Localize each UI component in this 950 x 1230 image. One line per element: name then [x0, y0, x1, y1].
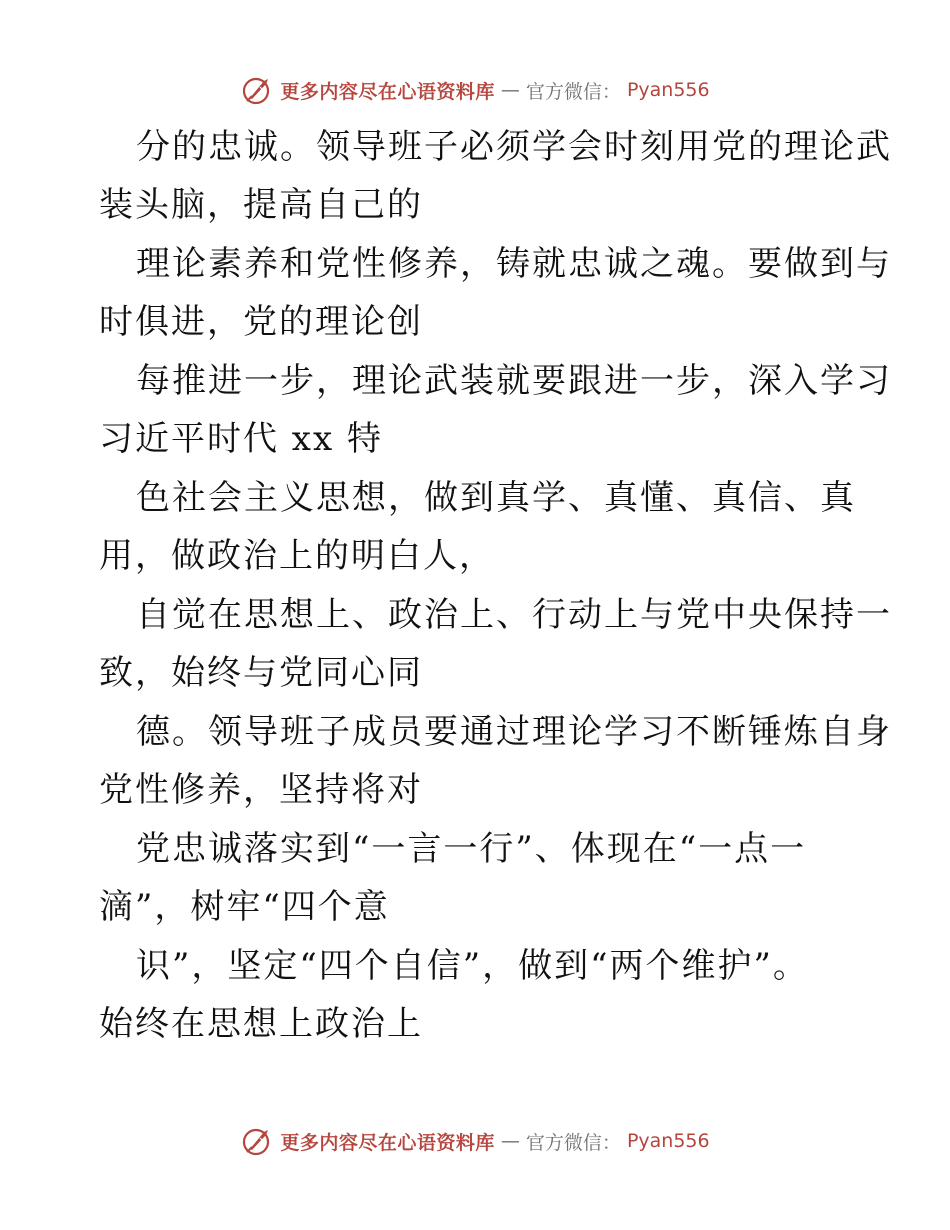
text-line: 致，始终与党同心同: [99, 653, 423, 693]
text-line: 理论素养和党性修养，铸就忠诚之魂。要做到与: [136, 244, 892, 284]
footer-watermark: [0, 1121, 950, 1161]
watermark-wechat-label: 官方微信：: [525, 1131, 621, 1154]
text-line: 习近平时代 xx 特: [99, 419, 383, 459]
text-line: 分的忠诚。领导班子必须学会时刻用党的理论武: [136, 127, 892, 167]
text-line: 党忠诚落实到“一言一行”、体现在“一点一: [136, 829, 807, 869]
watermark-site-text: 更多内容尽在心语资料库: [280, 1131, 495, 1154]
text-line: 识”，坚定“四个自信”，做到“两个维护”。: [136, 946, 809, 986]
watermark-site-text: 更多内容尽在心语资料库: [280, 80, 495, 103]
quill-pen-logo-icon: [240, 73, 274, 107]
text-line: 装头脑，提高自己的: [99, 185, 423, 225]
text-line: 色社会主义思想，做到真学、真懂、真信、真: [136, 478, 856, 518]
text-line: 每推进一步，理论武装就要跟进一步，深入学习: [136, 361, 892, 401]
watermark-dash: —: [500, 79, 520, 101]
text-line: 党性修养，坚持将对: [99, 770, 423, 810]
watermark-group: [240, 1124, 709, 1158]
text-line: 用，做政治上的明白人，: [99, 536, 495, 576]
watermark-wechat-id: Pyan556: [626, 1130, 710, 1152]
text-line: 始终在思想上政治上: [99, 1004, 423, 1044]
text-line: 时俱进，党的理论创: [99, 302, 423, 342]
watermark-wechat-label: 官方微信：: [525, 80, 621, 103]
text-line: 滴”，树牢“四个意: [99, 887, 390, 927]
text-line: 德。领导班子成员要通过理论学习不断锤炼自身: [136, 712, 892, 752]
quill-pen-logo-icon: [240, 1124, 274, 1158]
text-line: 自觉在思想上、政治上、行动上与党中央保持一: [136, 595, 892, 635]
watermark-wechat-id: Pyan556: [626, 79, 710, 101]
header-watermark: [0, 70, 950, 110]
watermark-dash: —: [500, 1130, 520, 1152]
watermark-group: [240, 73, 709, 107]
